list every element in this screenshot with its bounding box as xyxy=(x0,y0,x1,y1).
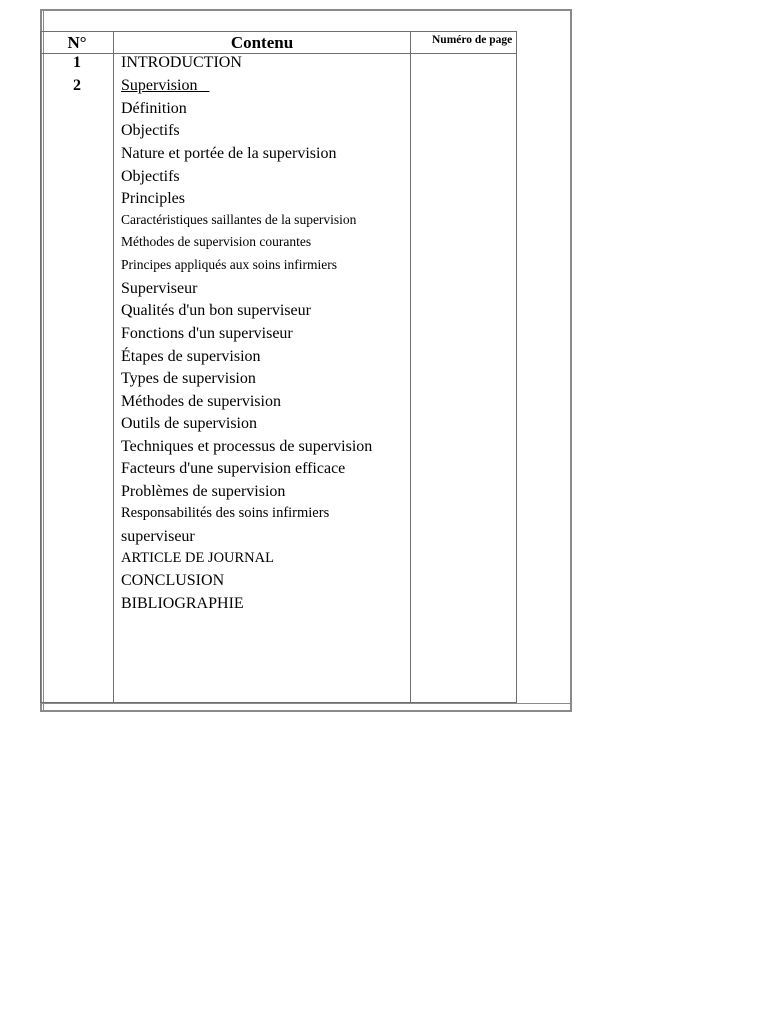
toc-entry: Méthodes de supervision xyxy=(121,393,281,410)
toc-entry: ARTICLE DE JOURNAL xyxy=(121,550,274,566)
toc-entry: Superviseur xyxy=(121,280,198,297)
toc-entry: Supervision xyxy=(121,77,210,94)
toc-entry: Méthodes de supervision courantes xyxy=(121,234,312,249)
toc-entry: superviseur xyxy=(121,528,195,545)
toc-entry: Étapes de supervision xyxy=(121,348,261,365)
column-divider-page xyxy=(410,32,411,702)
toc-entry: Problèmes de supervision xyxy=(121,483,286,500)
toc-entry: Caractéristiques saillantes de la supervision xyxy=(121,212,357,227)
header-content: Contenu xyxy=(230,33,294,52)
toc-entry: Types de supervision xyxy=(121,370,256,387)
toc-entry: Principes appliqués aux soins infirmiers xyxy=(121,257,337,272)
toc-entry: Objectifs xyxy=(121,122,180,139)
frame-inner-bottom-line xyxy=(42,703,570,704)
toc-entry: Principles xyxy=(121,190,185,207)
toc-entry: Qualités d'un bon superviseur xyxy=(121,302,311,319)
column-divider-number xyxy=(113,32,114,702)
row-number: 2 xyxy=(73,77,81,94)
toc-entry: Définition xyxy=(121,100,187,117)
toc-entry: Nature et portée de la supervision xyxy=(121,145,337,162)
header-page-number: Numéro de page xyxy=(432,34,513,46)
toc-entry: Outils de supervision xyxy=(121,415,257,432)
toc-entry: Objectifs xyxy=(121,168,180,185)
row-number: 1 xyxy=(73,54,81,71)
toc-entry: INTRODUCTION xyxy=(121,54,242,71)
toc-entry: Techniques et processus de supervision xyxy=(121,438,373,455)
toc-entry: CONCLUSION xyxy=(121,572,225,589)
toc-entry: BIBLIOGRAPHIE xyxy=(121,595,244,612)
header-number: N° xyxy=(67,33,87,52)
toc-entry: Responsabilités des soins infirmiers xyxy=(121,505,330,521)
toc-entry: Facteurs d'une supervision efficace xyxy=(121,460,346,477)
toc-entry: Fonctions d'un superviseur xyxy=(121,325,293,342)
table-of-contents xyxy=(40,31,517,703)
